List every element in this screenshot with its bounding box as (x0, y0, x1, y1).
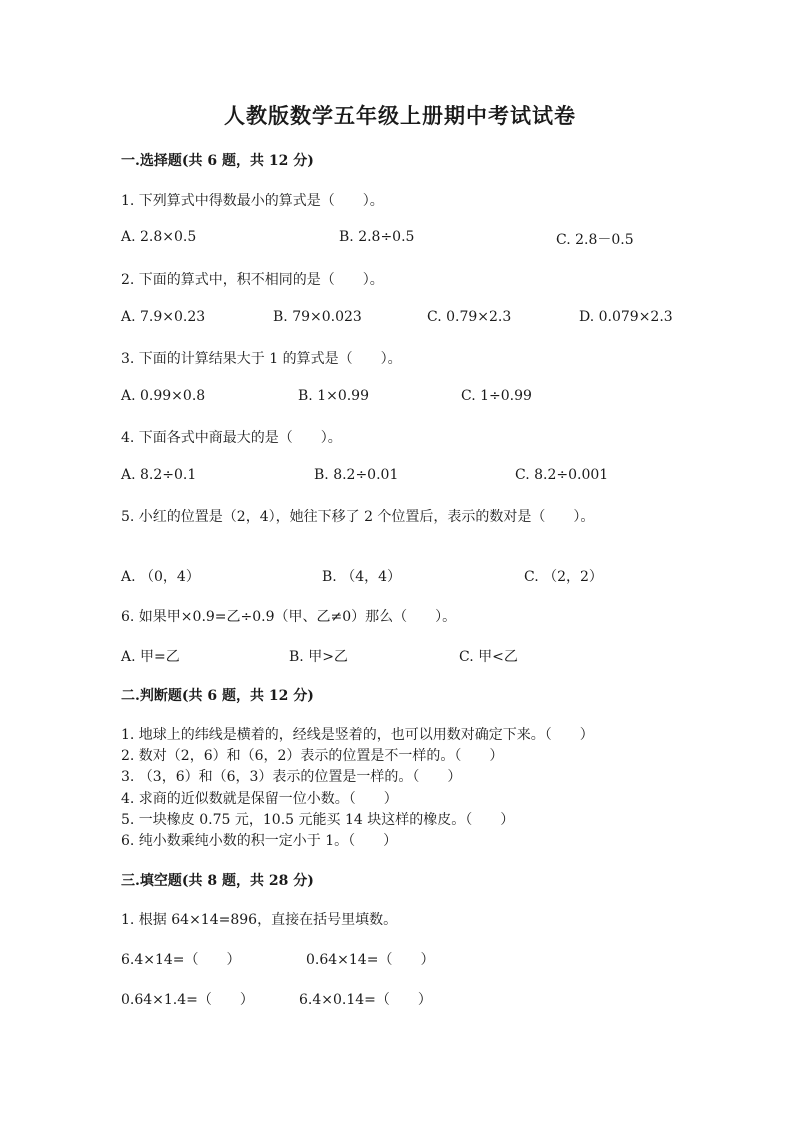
q2-option-a: A. 7.9×0.23 (121, 309, 206, 325)
q4-option-c: C. 8.2÷0.001 (515, 467, 609, 483)
q4-option-a: A. 8.2÷0.1 (121, 467, 197, 483)
section-heading-fill-in: 三.填空题(共 8 题，共 28 分) (121, 873, 314, 889)
question-5: 5. 小红的位置是（2，4），她往下移了 2 个位置后，表示的数对是（ ）。 (121, 509, 595, 525)
q3-option-c: C. 1÷0.99 (461, 388, 532, 404)
q4-option-b: B. 8.2÷0.01 (314, 467, 399, 483)
question-3: 3. 下面的计算结果大于 1 的算式是（ ）。 (121, 351, 402, 367)
question-4: 4. 下面各式中商最大的是（ ）。 (121, 430, 342, 446)
q6-option-c: C. 甲<乙 (459, 649, 518, 665)
fill-in-question-1: 1. 根据 64×14=896，直接在括号里填数。 (121, 912, 398, 928)
section-heading-judgment: 二.判断题(共 6 题，共 12 分) (121, 688, 314, 704)
q6-option-b: B. 甲>乙 (289, 649, 348, 665)
page-title: 人教版数学五年级上册期中考试试卷 (224, 103, 576, 128)
question-6: 6. 如果甲×0.9=乙÷0.9（甲、乙≠0）那么（ ）。 (121, 609, 457, 625)
q2-option-c: C. 0.79×2.3 (427, 309, 512, 325)
q5-option-a: A. （0，4） (121, 569, 200, 585)
question-1: 1. 下列算式中得数最小的算式是（ ）。 (121, 193, 384, 209)
q5-option-c: C. （2，2） (524, 569, 603, 585)
q2-option-b: B. 79×0.023 (273, 309, 362, 325)
q1-option-b: B. 2.8÷0.5 (339, 229, 415, 245)
judgment-item-3: 3. （3，6）和（6，3）表示的位置是一样的。（ ） (121, 769, 462, 785)
question-2: 2. 下面的算式中，积不相同的是（ ）。 (121, 272, 384, 288)
q5-option-b: B. （4，4） (322, 569, 402, 585)
judgment-item-1: 1. 地球上的纬线是横着的，经线是竖着的，也可以用数对确定下来。（ ） (121, 727, 594, 743)
q3-option-b: B. 1×0.99 (298, 388, 369, 404)
fill-blank: 6.4×14=（ ） (121, 952, 241, 968)
q3-option-a: A. 0.99×0.8 (121, 388, 206, 404)
fill-blank: 0.64×1.4=（ ） (121, 992, 254, 1008)
judgment-item-2: 2. 数对（2，6）和（6，2）表示的位置是不一样的。（ ） (121, 748, 504, 764)
q1-option-c: C. 2.8－0.5 (556, 232, 634, 248)
q1-option-a: A. 2.8×0.5 (121, 229, 197, 245)
judgment-item-6: 6. 纯小数乘纯小数的积一定小于 1。（ ） (121, 833, 398, 849)
section-heading-choice: 一.选择题(共 6 题，共 12 分) (121, 153, 314, 169)
q2-option-d: D. 0.079×2.3 (579, 309, 673, 325)
judgment-item-5: 5. 一块橡皮 0.75 元，10.5 元能买 14 块这样的橡皮。（ ） (121, 812, 515, 828)
judgment-item-4: 4. 求商的近似数就是保留一位小数。（ ） (121, 791, 398, 807)
fill-blank: 6.4×0.14=（ ） (299, 992, 432, 1008)
fill-blank: 0.64×14=（ ） (306, 952, 435, 968)
q6-option-a: A. 甲=乙 (121, 649, 180, 665)
